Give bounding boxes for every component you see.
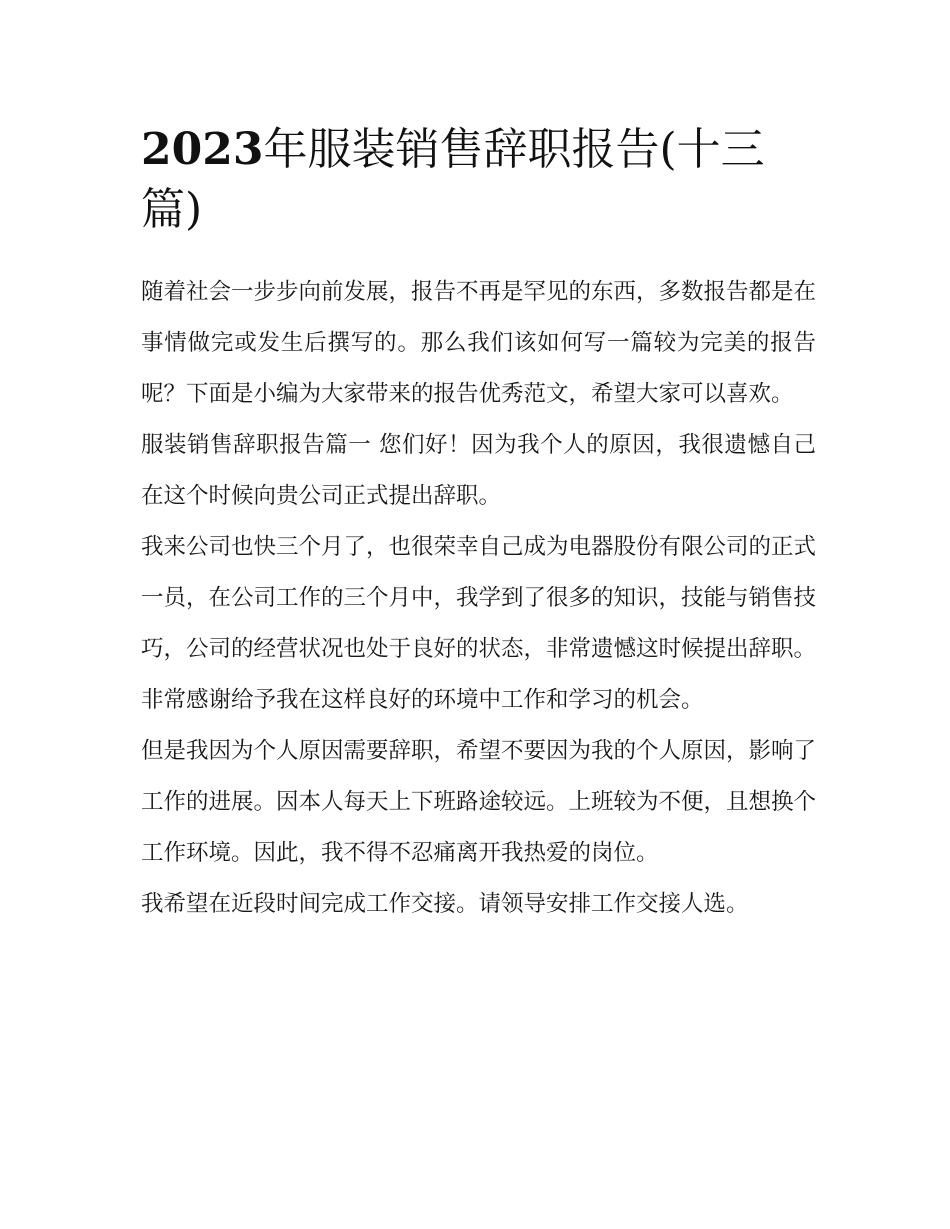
document-body (141, 267, 816, 930)
title-text: 年服装销售辞职报告(十三篇) (141, 124, 765, 235)
body-paragraph: 但是我因为个人原因需要辞职，希望不要因为我的个人原因，影响了工作的进展。因本人每天上下班路途较远。上班较为不便，且想换个工作环境。因此，我不得不忍痛离开我热爱的岗位。 (141, 738, 817, 866)
body-paragraph: 服装销售辞职报告篇一 您们好！因为我个人的原因，我很遗憾自己在这个时候向贵公司正式提出辞职。 (141, 432, 816, 509)
title-year: 2023 (141, 124, 264, 175)
body-paragraph: 我来公司也快三个月了，也很荣幸自己成为电器股份有限公司的正式一员，在公司工作的三个月中，我学到了很多的知识，技能与销售技巧，公司的经营状况也处于良好的状态，非常遗憾这时候提出辞职。非常感谢给予我在这样良好的环境中工作和学习的机会。 (141, 534, 817, 713)
body-paragraph: 我希望在近段时间完成工作交接。请领导安排工作交接人选。 (141, 891, 749, 917)
document-title (141, 120, 816, 240)
document-content (141, 120, 816, 930)
intro-paragraph: 随着社会一步步向前发展，报告不再是罕见的东西，多数报告都是在事情做完或发生后撰写的。那么我们该如何写一篇较为完美的报告呢？下面是小编为大家带来的报告优秀范文，希望大家可以喜欢。 (141, 279, 817, 407)
